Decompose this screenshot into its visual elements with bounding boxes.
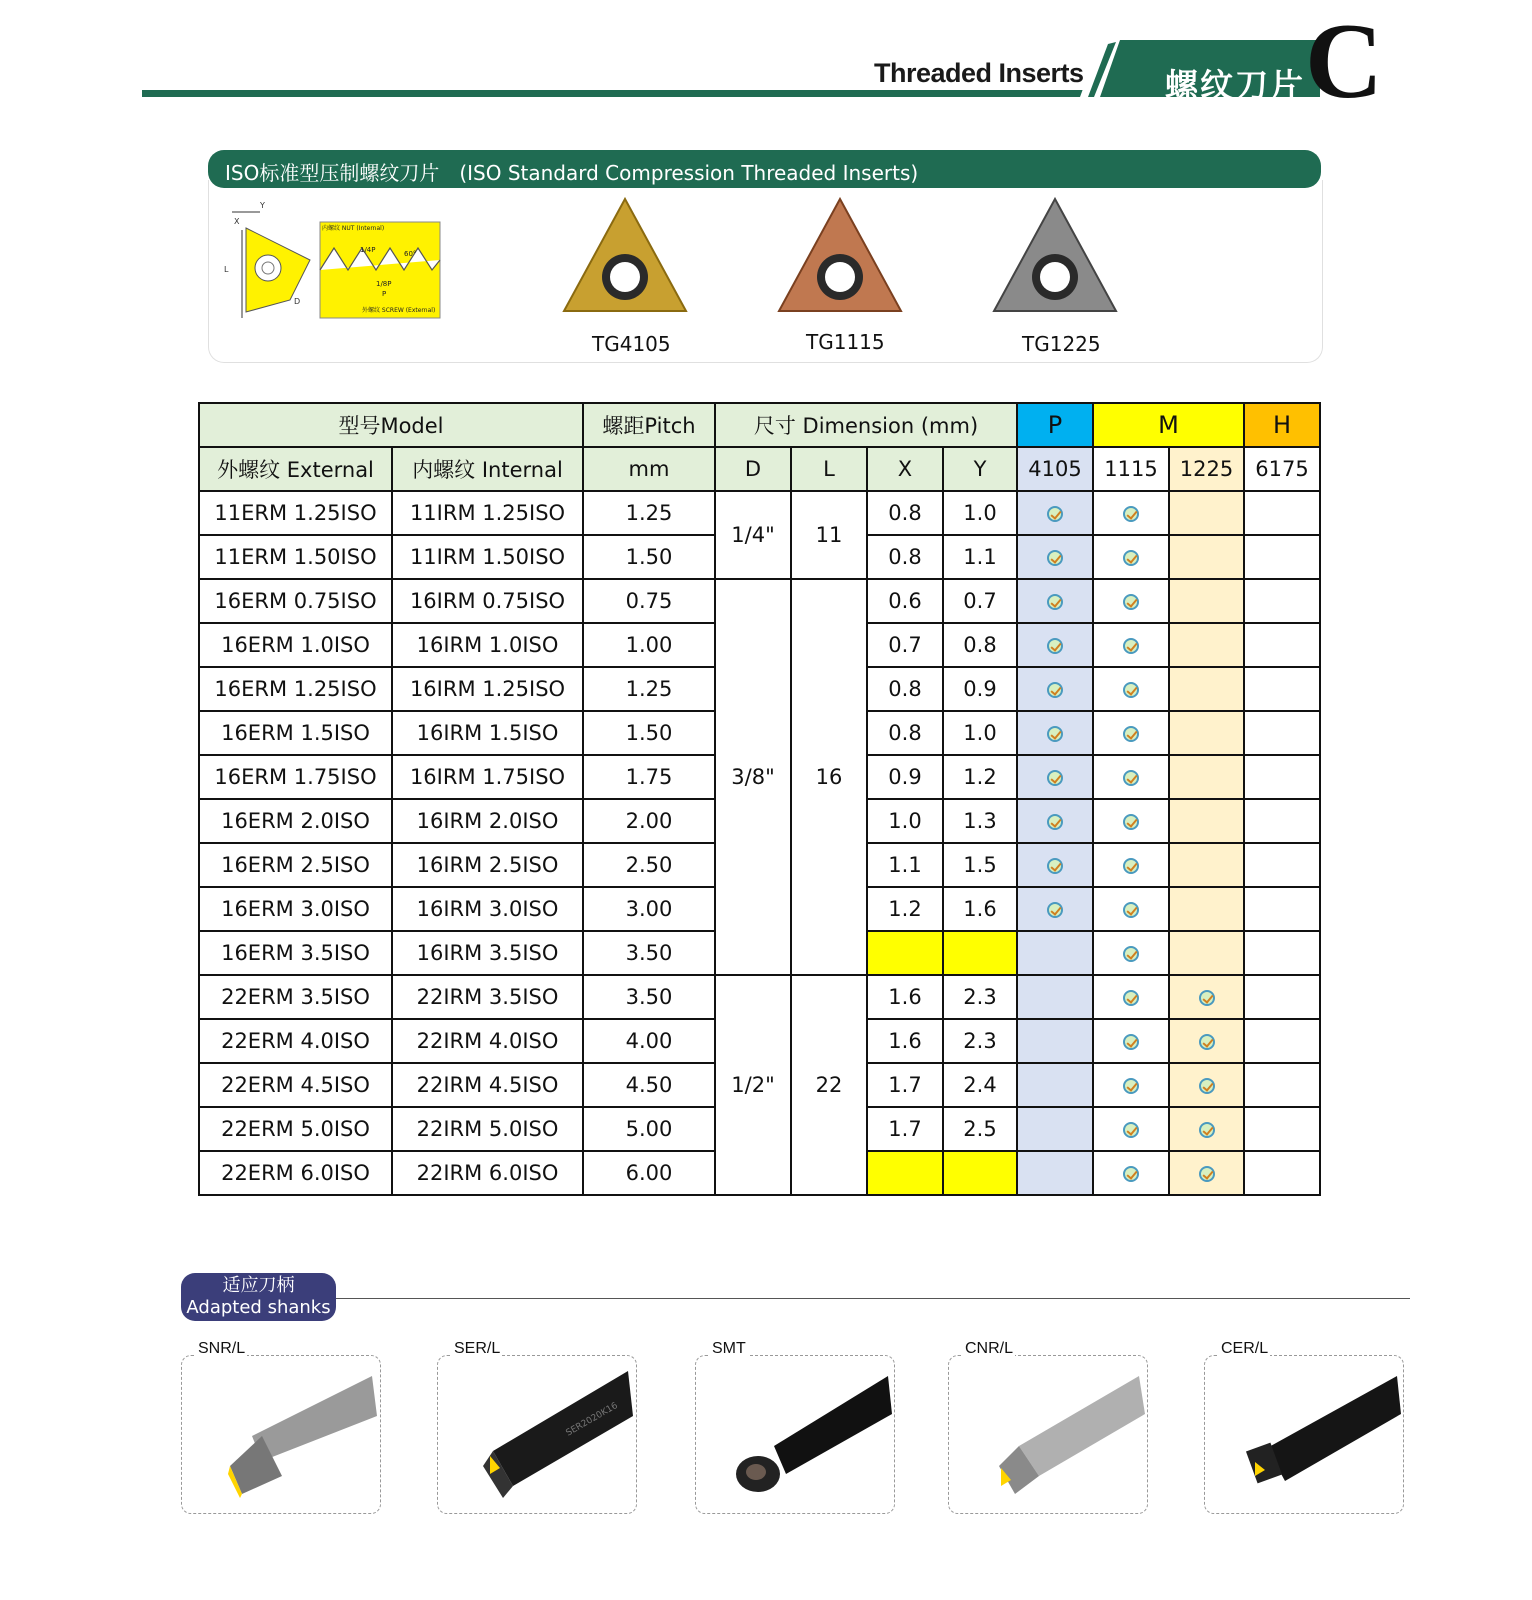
cell-pitch: 1.75 <box>583 755 715 799</box>
cell-grade-4105 <box>1017 799 1093 843</box>
cell-grade-1225 <box>1169 579 1244 623</box>
diagram-nut-label: 内螺纹 NUT (Internal) <box>322 225 385 232</box>
cell-grade-1115 <box>1093 623 1169 667</box>
check-icon <box>1123 726 1139 742</box>
header-title-en: Threaded Inserts <box>874 58 1084 88</box>
header-mm: mm <box>583 447 715 491</box>
cell-x: 0.9 <box>867 755 943 799</box>
cell-grade-6175 <box>1244 931 1320 975</box>
cell-external-model: 16ERM 1.0ISO <box>199 623 392 667</box>
cell-internal-model: 16IRM 1.75ISO <box>392 755 583 799</box>
cell-grade-1115 <box>1093 1019 1169 1063</box>
cell-grade-4105 <box>1017 975 1093 1019</box>
cell-grade-1225 <box>1169 1107 1244 1151</box>
cell-grade-1115 <box>1093 843 1169 887</box>
cell-pitch: 5.00 <box>583 1107 715 1151</box>
cell-grade-6175 <box>1244 623 1320 667</box>
cell-external-model: 11ERM 1.25ISO <box>199 491 392 535</box>
shank-image <box>1205 1356 1403 1513</box>
cell-pitch: 3.50 <box>583 931 715 975</box>
cell-pitch: 4.50 <box>583 1063 715 1107</box>
shanks-title <box>181 1273 336 1321</box>
cell-external-model: 22ERM 4.0ISO <box>199 1019 392 1063</box>
check-icon <box>1123 858 1139 874</box>
cell-internal-model: 22IRM 3.5ISO <box>392 975 583 1019</box>
check-icon <box>1123 1034 1139 1050</box>
spec-table <box>198 402 1321 1196</box>
shank-label: SMT <box>712 1340 746 1357</box>
cell-x: 0.8 <box>867 535 943 579</box>
cell-external-model: 11ERM 1.50ISO <box>199 535 392 579</box>
insert-image-tg1225 <box>990 195 1120 325</box>
cell-grade-6175 <box>1244 535 1320 579</box>
check-icon <box>1047 726 1063 742</box>
cell-x: 0.8 <box>867 667 943 711</box>
cell-grade-6175 <box>1244 1107 1320 1151</box>
shank-image <box>438 1356 636 1513</box>
cell-grade-4105 <box>1017 887 1093 931</box>
check-icon <box>1047 506 1063 522</box>
cell-external-model: 16ERM 0.75ISO <box>199 579 392 623</box>
header-pitch: 螺距Pitch <box>583 403 715 447</box>
cell-grade-4105 <box>1017 535 1093 579</box>
cell-pitch: 4.00 <box>583 1019 715 1063</box>
cell-grade-4105 <box>1017 667 1093 711</box>
cell-grade-4105 <box>1017 1151 1093 1195</box>
cell-grade-1225 <box>1169 491 1244 535</box>
cell-x: 0.8 <box>867 491 943 535</box>
cell-dimension-l: 22 <box>791 975 867 1195</box>
header-rule <box>142 90 1162 97</box>
check-icon <box>1199 990 1215 1006</box>
cell-grade-1225 <box>1169 887 1244 931</box>
cell-internal-model: 22IRM 5.0ISO <box>392 1107 583 1151</box>
cell-internal-model: 11IRM 1.50ISO <box>392 535 583 579</box>
cell-y <box>943 1151 1017 1195</box>
insert-label: TG1225 <box>1022 332 1101 356</box>
cell-external-model: 16ERM 1.25ISO <box>199 667 392 711</box>
shank-card-cnr <box>948 1355 1148 1514</box>
cell-grade-1225 <box>1169 535 1244 579</box>
cell-grade-1115 <box>1093 491 1169 535</box>
cell-y <box>943 931 1017 975</box>
cell-external-model: 22ERM 3.5ISO <box>199 975 392 1019</box>
cell-grade-6175 <box>1244 491 1320 535</box>
table-row <box>199 491 1320 535</box>
cell-grade-4105 <box>1017 931 1093 975</box>
cell-pitch: 1.25 <box>583 667 715 711</box>
cell-internal-model: 16IRM 3.0ISO <box>392 887 583 931</box>
insert-label: TG4105 <box>592 332 671 356</box>
shank-card-ser <box>437 1355 637 1514</box>
cell-internal-model: 16IRM 1.5ISO <box>392 711 583 755</box>
cell-grade-6175 <box>1244 755 1320 799</box>
cell-x: 1.2 <box>867 887 943 931</box>
shank-card-snr <box>181 1355 381 1514</box>
cell-grade-6175 <box>1244 667 1320 711</box>
check-icon <box>1047 858 1063 874</box>
insert-label: TG1115 <box>806 330 885 354</box>
cell-grade-1115 <box>1093 535 1169 579</box>
cell-internal-model: 16IRM 2.5ISO <box>392 843 583 887</box>
cell-grade-1225 <box>1169 755 1244 799</box>
cell-pitch: 1.00 <box>583 623 715 667</box>
header-external: 外螺纹 External <box>199 447 392 491</box>
cell-x: 1.1 <box>867 843 943 887</box>
diagram-eighth-p: 1/8P <box>376 280 392 288</box>
cell-grade-1115 <box>1093 579 1169 623</box>
cell-x: 1.6 <box>867 975 943 1019</box>
cell-internal-model: 16IRM 1.25ISO <box>392 667 583 711</box>
header-model: 型号Model <box>199 403 583 447</box>
cell-pitch: 2.50 <box>583 843 715 887</box>
table-row <box>199 579 1320 623</box>
cell-grade-1115 <box>1093 1151 1169 1195</box>
cell-grade-1225 <box>1169 931 1244 975</box>
cell-y: 2.5 <box>943 1107 1017 1151</box>
cell-grade-1115 <box>1093 1107 1169 1151</box>
check-icon <box>1123 506 1139 522</box>
cell-grade-1225 <box>1169 623 1244 667</box>
check-icon <box>1047 594 1063 610</box>
cell-x: 1.7 <box>867 1107 943 1151</box>
cell-external-model: 16ERM 3.0ISO <box>199 887 392 931</box>
check-icon <box>1123 990 1139 1006</box>
cell-external-model: 16ERM 3.5ISO <box>199 931 392 975</box>
diagram-angle: 60° <box>404 250 417 258</box>
cell-grade-4105 <box>1017 623 1093 667</box>
cell-grade-6175 <box>1244 711 1320 755</box>
cell-y: 2.4 <box>943 1063 1017 1107</box>
cell-grade-4105 <box>1017 1107 1093 1151</box>
section-letter: C <box>1305 2 1383 121</box>
cell-grade-1115 <box>1093 755 1169 799</box>
cell-grade-1115 <box>1093 975 1169 1019</box>
shank-label: SER/L <box>454 1340 501 1357</box>
cell-internal-model: 11IRM 1.25ISO <box>392 491 583 535</box>
cell-dimension-d: 1/2" <box>715 975 791 1195</box>
check-icon <box>1123 550 1139 566</box>
cell-grade-6175 <box>1244 843 1320 887</box>
check-icon <box>1123 594 1139 610</box>
cell-internal-model: 22IRM 4.5ISO <box>392 1063 583 1107</box>
cell-pitch: 1.50 <box>583 711 715 755</box>
banner-title-cn: ISO标准型压制螺纹刀片 <box>225 161 440 185</box>
check-icon <box>1199 1078 1215 1094</box>
cell-internal-model: 16IRM 1.0ISO <box>392 623 583 667</box>
insert-image-tg4105 <box>560 195 690 325</box>
check-icon <box>1123 1078 1139 1094</box>
cell-external-model: 22ERM 4.5ISO <box>199 1063 392 1107</box>
header-y: Y <box>943 447 1017 491</box>
banner-title-en: (ISO Standard Compression Threaded Inserts) <box>459 161 919 185</box>
cell-pitch: 3.50 <box>583 975 715 1019</box>
cell-grade-6175 <box>1244 1019 1320 1063</box>
cell-grade-1225 <box>1169 975 1244 1019</box>
cell-y: 1.5 <box>943 843 1017 887</box>
cell-grade-1115 <box>1093 799 1169 843</box>
shank-marking: SER2020K16 <box>564 1400 620 1439</box>
diagram-x: X <box>234 217 240 226</box>
header-x: X <box>867 447 943 491</box>
cell-grade-1115 <box>1093 1063 1169 1107</box>
diagram-y: Y <box>260 201 265 210</box>
diagram-d: D <box>294 297 301 306</box>
check-icon <box>1047 682 1063 698</box>
cell-y: 0.9 <box>943 667 1017 711</box>
shank-label: CER/L <box>1221 1340 1269 1357</box>
header-dimension: 尺寸 Dimension (mm) <box>715 403 1017 447</box>
check-icon <box>1123 902 1139 918</box>
cell-internal-model: 16IRM 2.0ISO <box>392 799 583 843</box>
cell-y: 0.7 <box>943 579 1017 623</box>
cell-grade-1225 <box>1169 843 1244 887</box>
cell-grade-4105 <box>1017 843 1093 887</box>
cell-external-model: 22ERM 5.0ISO <box>199 1107 392 1151</box>
diagram-l: L <box>224 265 229 274</box>
cell-internal-model: 16IRM 3.5ISO <box>392 931 583 975</box>
cell-grade-6175 <box>1244 579 1320 623</box>
cell-pitch: 1.25 <box>583 491 715 535</box>
header-internal: 内螺纹 Internal <box>392 447 583 491</box>
header-m: M <box>1093 403 1244 447</box>
header-grade-4105: 4105 <box>1017 447 1093 491</box>
shanks-title-en: Adapted shanks <box>186 1297 331 1318</box>
check-icon <box>1123 1122 1139 1138</box>
cell-pitch: 0.75 <box>583 579 715 623</box>
cell-x: 1.0 <box>867 799 943 843</box>
check-icon <box>1123 682 1139 698</box>
cell-y: 1.0 <box>943 491 1017 535</box>
cell-grade-4105 <box>1017 711 1093 755</box>
cell-external-model: 16ERM 1.75ISO <box>199 755 392 799</box>
banner-title <box>225 157 918 186</box>
check-icon <box>1047 902 1063 918</box>
shank-label: SNR/L <box>198 1340 246 1357</box>
table-row <box>199 975 1320 1019</box>
cell-internal-model: 16IRM 0.75ISO <box>392 579 583 623</box>
diagram-p: P <box>382 290 387 298</box>
insert-image-tg1115 <box>775 195 905 325</box>
cell-y: 1.1 <box>943 535 1017 579</box>
cell-dimension-l: 16 <box>791 579 867 975</box>
cell-y: 1.2 <box>943 755 1017 799</box>
shank-label: CNR/L <box>965 1340 1014 1357</box>
shanks-rule <box>330 1298 1410 1299</box>
cell-grade-4105 <box>1017 1063 1093 1107</box>
cell-grade-4105 <box>1017 1019 1093 1063</box>
spec-table-body <box>199 491 1320 1195</box>
header-grade-1225: 1225 <box>1169 447 1244 491</box>
check-icon <box>1123 770 1139 786</box>
cell-external-model: 16ERM 2.5ISO <box>199 843 392 887</box>
shanks-title-cn: 适应刀柄 <box>222 1275 295 1296</box>
cell-grade-4105 <box>1017 755 1093 799</box>
cell-grade-6175 <box>1244 1151 1320 1195</box>
cell-grade-1225 <box>1169 1063 1244 1107</box>
header-p: P <box>1017 403 1093 447</box>
check-icon <box>1047 814 1063 830</box>
cell-internal-model: 22IRM 6.0ISO <box>392 1151 583 1195</box>
cell-dimension-d: 1/4" <box>715 491 791 579</box>
check-icon <box>1199 1166 1215 1182</box>
header-title-cn: 螺纹刀片 <box>1165 66 1305 105</box>
header-grade-1115: 1115 <box>1093 447 1169 491</box>
cell-internal-model: 22IRM 4.0ISO <box>392 1019 583 1063</box>
shank-card-smt <box>695 1355 895 1514</box>
check-icon <box>1123 638 1139 654</box>
shank-image <box>949 1356 1147 1513</box>
cell-grade-4105 <box>1017 579 1093 623</box>
check-icon <box>1199 1034 1215 1050</box>
cell-grade-1225 <box>1169 667 1244 711</box>
cell-grade-1225 <box>1169 1019 1244 1063</box>
shank-image <box>696 1356 894 1513</box>
cell-grade-1115 <box>1093 887 1169 931</box>
cell-x <box>867 931 943 975</box>
cell-x: 0.8 <box>867 711 943 755</box>
cell-grade-4105 <box>1017 491 1093 535</box>
header-d: D <box>715 447 791 491</box>
cell-external-model: 16ERM 1.5ISO <box>199 711 392 755</box>
cell-dimension-l: 11 <box>791 491 867 579</box>
cell-grade-1225 <box>1169 711 1244 755</box>
shank-image <box>182 1356 380 1513</box>
table-header-row-2 <box>199 447 1320 491</box>
check-icon <box>1047 770 1063 786</box>
cell-x <box>867 1151 943 1195</box>
cell-pitch: 2.00 <box>583 799 715 843</box>
check-icon <box>1047 550 1063 566</box>
cell-x: 1.6 <box>867 1019 943 1063</box>
cell-y: 1.3 <box>943 799 1017 843</box>
cell-external-model: 16ERM 2.0ISO <box>199 799 392 843</box>
cell-y: 2.3 <box>943 1019 1017 1063</box>
cell-grade-1225 <box>1169 1151 1244 1195</box>
cell-x: 0.6 <box>867 579 943 623</box>
table-header-row-1 <box>199 403 1320 447</box>
cell-pitch: 6.00 <box>583 1151 715 1195</box>
header-l: L <box>791 447 867 491</box>
diagram-quarter-p: 1/4P <box>360 246 376 254</box>
check-icon <box>1123 946 1139 962</box>
cell-grade-6175 <box>1244 1063 1320 1107</box>
cell-x: 1.7 <box>867 1063 943 1107</box>
cell-pitch: 1.50 <box>583 535 715 579</box>
cell-y: 1.0 <box>943 711 1017 755</box>
cell-pitch: 3.00 <box>583 887 715 931</box>
shank-card-cer <box>1204 1355 1404 1514</box>
cell-grade-1225 <box>1169 799 1244 843</box>
cell-dimension-d: 3/8" <box>715 579 791 975</box>
check-icon <box>1047 638 1063 654</box>
cell-grade-6175 <box>1244 799 1320 843</box>
cell-external-model: 22ERM 6.0ISO <box>199 1151 392 1195</box>
check-icon <box>1123 814 1139 830</box>
cell-grade-1115 <box>1093 667 1169 711</box>
check-icon <box>1199 1122 1215 1138</box>
check-icon <box>1123 1166 1139 1182</box>
cell-grade-6175 <box>1244 887 1320 931</box>
header-h: H <box>1244 403 1320 447</box>
cell-x: 0.7 <box>867 623 943 667</box>
thread-diagram <box>220 200 450 330</box>
cell-y: 1.6 <box>943 887 1017 931</box>
cell-y: 0.8 <box>943 623 1017 667</box>
cell-y: 2.3 <box>943 975 1017 1019</box>
cell-grade-6175 <box>1244 975 1320 1019</box>
cell-grade-1115 <box>1093 711 1169 755</box>
cell-grade-1115 <box>1093 931 1169 975</box>
diagram-screw-label: 外螺纹 SCREW (External) <box>362 307 436 314</box>
header-grade-6175: 6175 <box>1244 447 1320 491</box>
